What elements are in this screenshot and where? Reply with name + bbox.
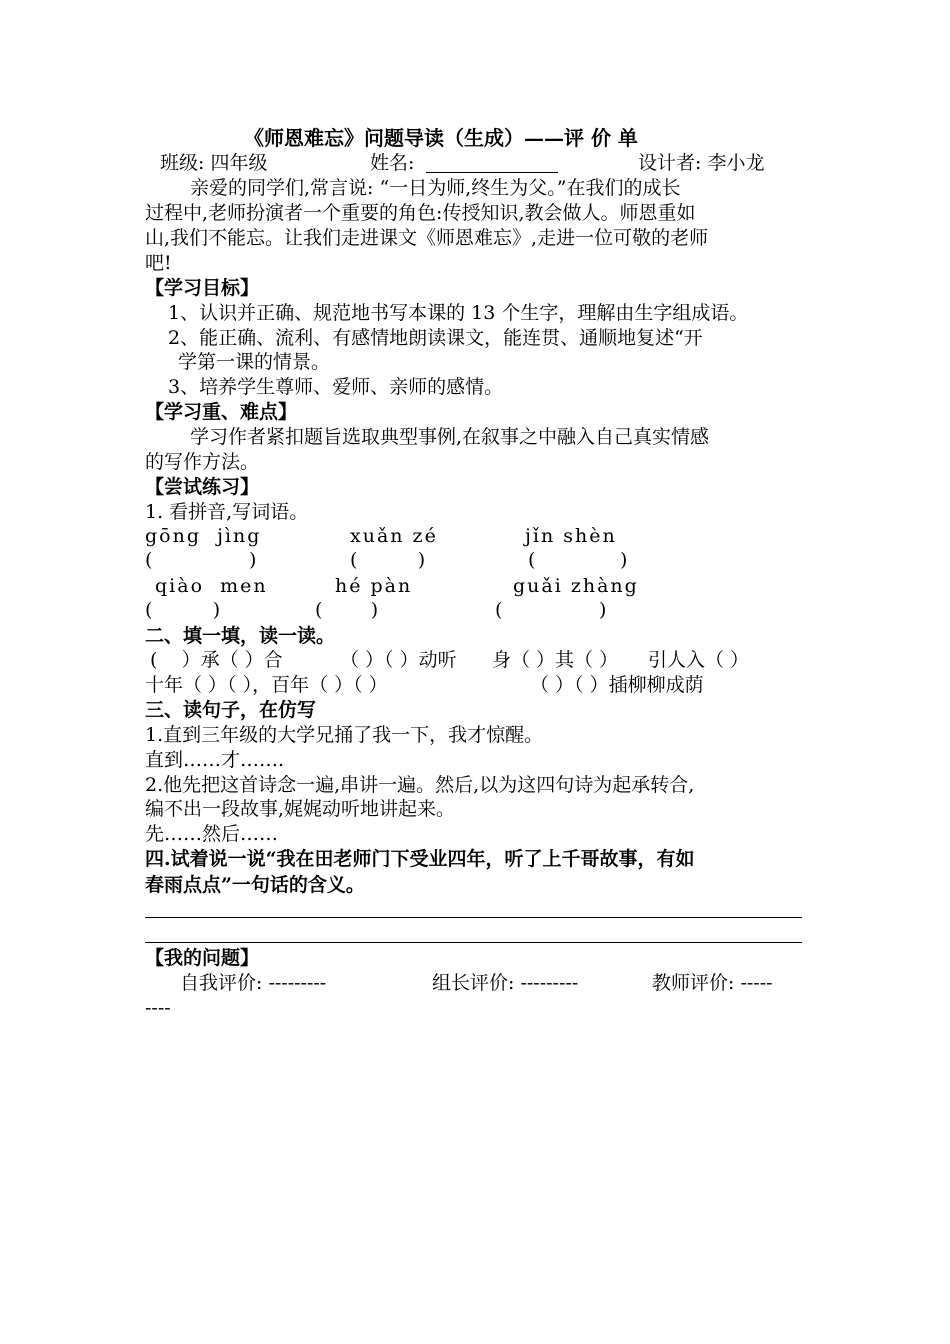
answer-parens[interactable]: ( ) [495,599,607,621]
self-eval: 自我评价: --------- [180,972,327,994]
teacher-eval: 教师评价: ----- [652,972,773,994]
sentence-line: 先……然后…… [145,823,279,845]
fill-heading: 二、填一填，读一读。 [145,625,336,647]
name-blank-line[interactable] [426,172,558,173]
goal-item: 学第一课的情景。 [178,351,331,373]
key-points-line: 学习作者紧扣题旨选取典型事例,在叙事之中融入自己真实情感 [190,426,710,448]
fill-item[interactable]: 引人入（ ） [648,649,750,671]
pinyin-item: hé pàn [335,575,413,597]
fill-item[interactable]: 身（ ）其（ ） [492,649,619,671]
key-points-heading: 【学习重、难点】 [145,401,298,423]
fill-item[interactable]: （ ）（ ）插柳柳成荫 [530,674,704,696]
pinyin-item: guǎi zhàng [513,575,639,597]
pinyin-item: jǐn shèn [525,525,617,547]
name-label: 姓名: [370,152,415,174]
answer-parens[interactable]: ( ) [145,599,221,621]
practice-heading: 【尝试练习】 [145,476,260,498]
my-questions-heading: 【我的问题】 [145,947,260,969]
sentence-line: 1.直到三年级的大学兄捅了我一下，我才惊醒。 [145,724,544,746]
q4-line: 春雨点点”一句话的含义。 [145,874,365,896]
q4-line: 四.试着说一说“我在田老师门下受业四年，听了上千哥故事，有如 [145,848,695,870]
intro-line: 亲爱的同学们,常言说: “一日为师,终生为父。”在我们的成长 [190,177,681,199]
class-label: 班级: 四年级 [160,152,268,174]
goals-heading: 【学习目标】 [145,277,260,299]
fill-item[interactable]: （ ）（ ）动听 [340,649,457,671]
pinyin-item: gōng jìng [145,525,262,547]
fill-item[interactable]: ( ）承（ ）合 [150,649,283,671]
answer-parens[interactable]: ( ) [145,549,257,571]
answer-parens[interactable]: ( ) [528,549,628,571]
goal-item: 3、培养学生尊师、爱师、亲师的感情。 [168,376,504,398]
goal-item: 1、认识并正确、规范地书写本课的 13 个生字，理解由生字组成语。 [168,302,749,324]
page-title: 《师恩难忘》问题导读（生成）——评 价 单 [244,126,638,150]
sentence-line: 编不出一段故事,娓娓动听地讲起来。 [145,798,456,820]
intro-line: 吧! [145,252,172,274]
answer-line[interactable] [145,917,802,918]
answer-parens[interactable]: ( ) [315,599,379,621]
answer-line[interactable] [145,942,802,943]
intro-line: 山,我们不能忘。让我们走进课文《师恩难忘》,走进一位可敬的老师 [145,227,709,249]
practice-q1: 1. 看拼音,写词语。 [145,501,309,523]
sentence-line: 直到……才……. [145,749,285,771]
teacher-eval-cont: ---- [145,997,171,1019]
goal-item: 2、能正确、流利、有感情地朗读课文，能连贯、通顺地复述“开 [168,327,703,349]
pinyin-item: qiào men [155,575,268,597]
answer-parens[interactable]: ( ) [350,549,426,571]
intro-line: 过程中,老师扮演者一个重要的角色:传授知识,教会做人。师恩重如 [145,202,696,224]
key-points-line: 的写作方法。 [145,451,260,473]
designer-label: 设计者: 李小龙 [638,152,765,174]
pinyin-item: xuǎn zé [350,525,438,547]
sentence-line: 2.他先把这首诗念一遍,串讲一遍。然后,以为这四句诗为起承转合, [145,774,695,796]
group-eval: 组长评价: --------- [432,972,579,994]
fill-item[interactable]: 十年（ ）（ ），百年（ ）（ ） [145,674,388,696]
sentences-heading: 三、读句子，在仿写 [145,699,317,721]
